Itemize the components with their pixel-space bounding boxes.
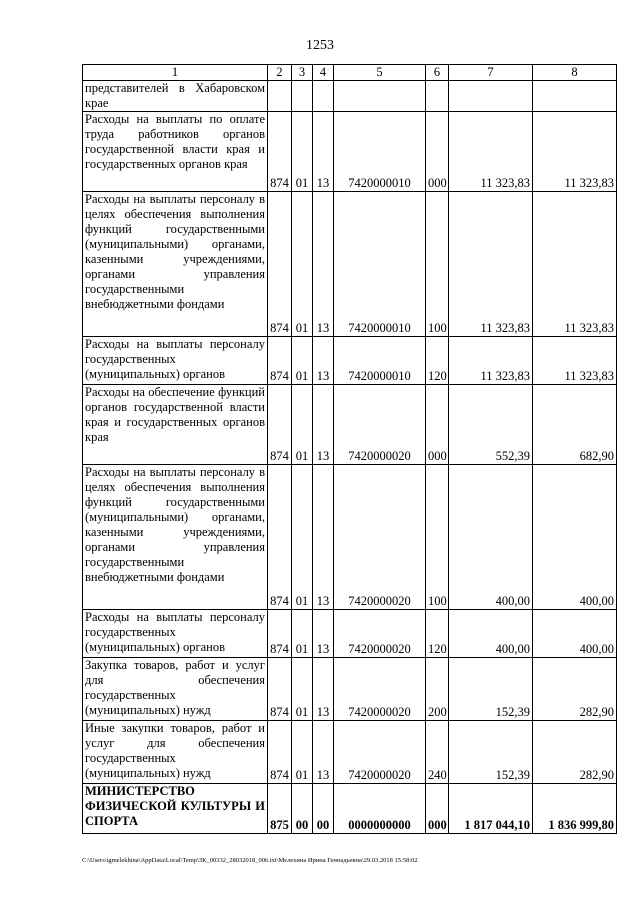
table-row [83,465,617,610]
cell-code-subsection: 00 [313,784,334,834]
cell-code-target: 7420000020 [334,610,426,658]
file-path-footer: C:\Users\igmelekhina\AppData\Local\Temp\ЗК_00332_28032018_006.txt\Мелехина Ирина Геннадьевна\29.03.2018 15:58:02 [82,857,418,864]
table-row [83,192,617,337]
cell-amount-year1: 400,00 [449,610,533,658]
cell-amount-year1: 152,39 [449,721,533,784]
header-row [83,65,617,81]
row-description: Расходы на выплаты персоналу в целях обеспечения выполнения функций государственными (муниципальными) органами, казенными учреждениями, органами управления государственными внебюджетными фондами [83,192,268,337]
cell-amount-year2 [533,81,617,112]
cell-amount-year1 [449,81,533,112]
cell-amount-year1: 400,00 [449,465,533,610]
cell-amount-year1: 1 817 044,10 [449,784,533,834]
row-description: Закупка товаров, работ и услуг для обеспечения государственных (муниципальных) нужд [83,658,268,721]
cell-code-subsection [313,81,334,112]
row-description: Иные закупки товаров, работ и услуг для обеспечения государственных (муниципальных) нужд [83,721,268,784]
cell-amount-year2: 400,00 [533,465,617,610]
row-description: МИНИСТЕРСТВО ФИЗИЧЕСКОЙ КУЛЬТУРЫ И СПОРТА [83,784,268,834]
cell-code-expense-type [426,81,449,112]
cell-code-expense-type: 240 [426,721,449,784]
cell-amount-year2: 682,90 [533,385,617,465]
col-header: 6 [426,65,449,81]
col-header: 8 [533,65,617,81]
cell-code-section: 01 [292,112,313,192]
cell-code-ministry: 874 [268,658,292,721]
cell-code-target: 7420000020 [334,721,426,784]
cell-code-ministry: 874 [268,721,292,784]
cell-code-section: 01 [292,337,313,385]
table-row [83,610,617,658]
cell-code-expense-type: 000 [426,112,449,192]
cell-amount-year1: 11 323,83 [449,337,533,385]
cell-code-subsection: 13 [313,112,334,192]
cell-code-ministry: 874 [268,385,292,465]
table-row [83,112,617,192]
cell-code-subsection: 13 [313,465,334,610]
cell-code-section: 01 [292,385,313,465]
cell-code-ministry: 874 [268,610,292,658]
budget-table [82,64,617,834]
cell-code-target: 7420000020 [334,658,426,721]
col-header: 4 [313,65,334,81]
table-row [83,337,617,385]
cell-code-expense-type: 200 [426,658,449,721]
row-description: Расходы на выплаты персоналу государственных (муниципальных) органов [83,337,268,385]
cell-code-section: 01 [292,658,313,721]
cell-code-expense-type: 100 [426,192,449,337]
cell-code-subsection: 13 [313,337,334,385]
table-row [83,721,617,784]
cell-code-target: 7420000010 [334,337,426,385]
cell-amount-year2: 1 836 999,80 [533,784,617,834]
cell-code-section: 01 [292,465,313,610]
cell-amount-year1: 11 323,83 [449,192,533,337]
col-header: 2 [268,65,292,81]
cell-code-section: 01 [292,721,313,784]
cell-code-subsection: 13 [313,192,334,337]
cell-amount-year2: 282,90 [533,721,617,784]
cell-code-section: 01 [292,192,313,337]
cell-code-target: 7420000010 [334,112,426,192]
cell-code-expense-type: 120 [426,610,449,658]
cell-code-expense-type: 120 [426,337,449,385]
cell-code-expense-type: 100 [426,465,449,610]
cell-code-section [292,81,313,112]
cell-code-ministry: 874 [268,465,292,610]
page-number: 1253 [306,38,334,53]
cell-code-ministry: 875 [268,784,292,834]
cell-code-expense-type: 000 [426,784,449,834]
cell-amount-year1: 552,39 [449,385,533,465]
row-description: Расходы на выплаты по оплате труда работников органов государственной власти края и государственных органов края [83,112,268,192]
table-row [83,81,617,112]
cell-code-ministry: 874 [268,337,292,385]
cell-code-target: 7420000020 [334,465,426,610]
table-row [83,784,617,834]
table-row [83,385,617,465]
col-header: 5 [334,65,426,81]
col-header: 7 [449,65,533,81]
col-header: 3 [292,65,313,81]
row-description: Расходы на обеспечение функций органов государственной власти края и государственных органов края [83,385,268,465]
cell-code-target: 7420000020 [334,385,426,465]
cell-code-subsection: 13 [313,610,334,658]
row-description: представителей в Хабаровском крае [83,81,268,112]
cell-code-subsection: 13 [313,658,334,721]
cell-code-ministry: 874 [268,112,292,192]
cell-code-subsection: 13 [313,385,334,465]
col-header: 1 [83,65,268,81]
cell-amount-year2: 400,00 [533,610,617,658]
cell-code-target: 7420000010 [334,192,426,337]
table-row [83,658,617,721]
cell-code-section: 01 [292,610,313,658]
cell-code-ministry: 874 [268,192,292,337]
row-description: Расходы на выплаты персоналу в целях обеспечения выполнения функций государственными (муниципальными) органами, казенными учреждениями, органами управления государственными внебюджетными фондами [83,465,268,610]
cell-code-ministry [268,81,292,112]
cell-code-target [334,81,426,112]
cell-code-subsection: 13 [313,721,334,784]
cell-amount-year2: 11 323,83 [533,192,617,337]
cell-amount-year1: 152,39 [449,658,533,721]
cell-amount-year2: 282,90 [533,658,617,721]
cell-amount-year2: 11 323,83 [533,337,617,385]
row-description: Расходы на выплаты персоналу государственных (муниципальных) органов [83,610,268,658]
cell-code-expense-type: 000 [426,385,449,465]
cell-code-target: 0000000000 [334,784,426,834]
cell-amount-year1: 11 323,83 [449,112,533,192]
cell-code-section: 00 [292,784,313,834]
cell-amount-year2: 11 323,83 [533,112,617,192]
